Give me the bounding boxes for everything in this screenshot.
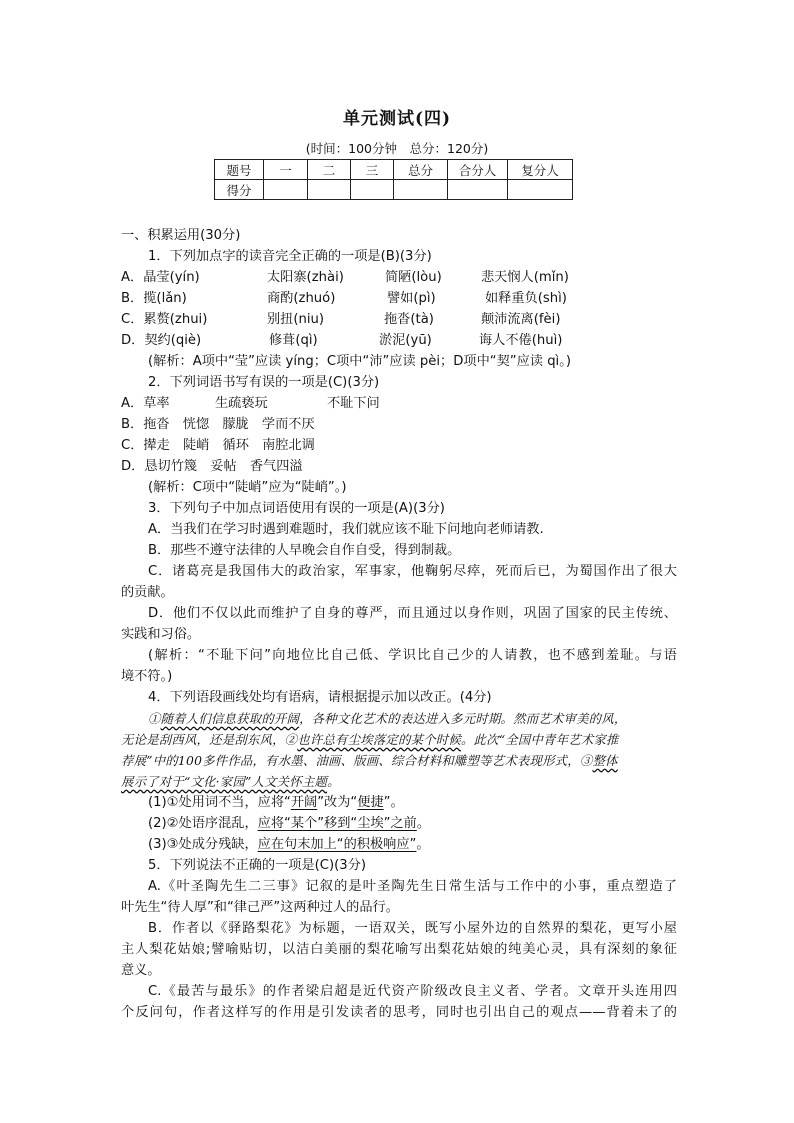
option-text-continued: 实践和习俗。	[121, 627, 201, 642]
passage-text: ，各种文化艺术的表达进入多元时期。然而艺术审美的风，	[299, 711, 627, 726]
table-cell: 题号	[215, 160, 264, 180]
option-text: 淤泥(yū)	[379, 333, 432, 348]
underlined-error-3: 整体	[592, 753, 618, 768]
answer-text: (1)①处用词不当，应将“	[148, 795, 291, 810]
passage-text: 无论是刮西风，还是刮东风，②	[121, 732, 298, 747]
table-cell: 二	[308, 160, 351, 180]
answer-line	[121, 813, 677, 834]
table-cell: 一	[264, 160, 308, 180]
score-entry-cell[interactable]	[308, 180, 351, 200]
score-entry-cell[interactable]	[508, 180, 573, 200]
answer-word: 应将“某个”移到“尘埃”之前	[257, 816, 417, 831]
option-text-continued: 个反问句，作者这样写的作用是引发读者的思考，同时也引出自己的观点——背着未了的	[121, 1005, 677, 1020]
table-cell: 得分	[215, 180, 264, 200]
analysis-text: (解析：A项中“莹”应读 yíng；C项中“沛”应读 pèi；D项中“契”应读 qì。)	[148, 354, 571, 369]
option-text-continued: 主人梨花姑娘;譬喻贴切，以洁白美丽的梨花喻写出梨花姑娘的纯美心灵，具有深刻的象征	[121, 942, 677, 957]
question-stem: 4．下列语段画线处均有语病，请根据提示加以改正。(4分)	[148, 690, 492, 705]
option-text: 简陋(lòu)	[385, 270, 442, 285]
question-stem: 5．下列说法不正确的一项是(C)(3分)	[148, 858, 367, 873]
option-text: 别扭(niu)	[267, 312, 325, 327]
answer-word: 便捷	[357, 795, 384, 810]
option-row: B．拖沓 恍惚 朦胧 学而不厌	[121, 417, 315, 432]
option-text: 诲人不倦(huì)	[479, 333, 563, 348]
score-entry-cell[interactable]	[264, 180, 308, 200]
passage-line	[121, 750, 677, 771]
answer-text: (2)②处语序混乱，	[148, 816, 258, 831]
score-table	[214, 159, 573, 200]
option-text-continued: 意义。	[121, 963, 161, 978]
option-text: 拖沓(tà)	[384, 312, 434, 327]
option-text: 不耻下问	[327, 396, 380, 411]
option-text: B．作者以《驿路梨花》为标题，一语双关，既写小屋外边的自然界的梨花，更写小屋	[148, 921, 677, 936]
option-row	[121, 309, 677, 330]
passage-line	[121, 708, 677, 729]
analysis-text: (解析：C项中“陡峭”应为“陡峭”。)	[148, 480, 347, 495]
underlined-error-1: 随着人们信息获取的开阔	[160, 711, 300, 726]
answer-line	[121, 834, 677, 855]
exam-content	[121, 225, 677, 1023]
option-text: C．诸葛亮是我国伟大的政治家，军事家，他鞠躬尽瘁，死而后已，为蜀国作出了很大	[148, 564, 677, 579]
time-score-info: (时间：100分钟 总分：120分)	[305, 141, 489, 156]
passage-line	[121, 771, 677, 792]
question-stem: 3．下列句子中加点词语使用有误的一项是(A)(3分)	[148, 501, 445, 516]
passage-text: 荐展”中的100多件作品，有水墨、油画、版画、综合材料和雕塑等艺术表现形式，③	[121, 753, 593, 768]
option-text: 颠沛流离(fèi)	[481, 312, 561, 327]
underlined-error-3-continued: 展示了对于“文化·家园”人文关怀主题	[121, 774, 328, 789]
option-text: 生疏亵玩	[215, 396, 268, 411]
passage-line	[121, 729, 677, 750]
option-text: A．当我们在学习时遇到难题时，我们就应该不耻下问地向老师请教.	[148, 522, 544, 537]
option-row	[121, 393, 677, 414]
underlined-error-2: 也许总有尘埃落定的某个时候	[297, 732, 461, 747]
option-text: C．累赘(zhui)	[121, 312, 208, 327]
score-entry-cell[interactable]	[394, 180, 448, 200]
option-text: A.《叶圣陶先生二三事》记叙的是叶圣陶先生日常生活与工作中的小事，重点塑造了	[148, 879, 677, 894]
analysis-text-continued: 境不符。)	[121, 669, 173, 684]
question-stem: 2．下列词语书写有误的一项是(C)(3分)	[148, 375, 380, 390]
option-row	[121, 267, 677, 288]
option-text: A．草率	[121, 396, 170, 411]
option-row: C．撵走 陡峭 循环 南腔北调	[121, 438, 315, 453]
table-cell: 三	[351, 160, 394, 180]
table-cell: 总分	[394, 160, 448, 180]
score-table-header-row	[215, 160, 573, 180]
section-heading: 一、积累运用(30分)	[121, 228, 241, 243]
answer-text: ”。	[383, 795, 404, 810]
answer-text: 。	[416, 837, 430, 852]
score-entry-cell[interactable]	[351, 180, 394, 200]
option-text: 悲天悯人(mǐn)	[481, 270, 569, 285]
option-text: A．晶莹(yín)	[121, 270, 200, 285]
analysis-text: (解析：“不耻下问”向地位比自己低、学识比自己少的人请教，也不感到羞耻。与语	[148, 648, 677, 663]
score-table-score-row	[215, 180, 573, 200]
answer-text: 。	[416, 816, 431, 831]
option-text: 譬如(pì)	[387, 291, 436, 306]
option-row: D．恳切竹篾 妥帖 香气四溢	[121, 459, 303, 474]
option-text: 商酌(zhuó)	[267, 291, 336, 306]
option-text: D．契约(qiè)	[121, 333, 202, 348]
option-text: 太阳寨(zhài)	[267, 270, 344, 285]
option-text: B．那些不遵守法律的人早晚会自作自受，得到制裁。	[148, 543, 461, 558]
answer-text: (3)③处成分残缺，	[148, 837, 258, 852]
answer-line	[121, 792, 677, 813]
option-text-continued: 的贡献。	[121, 585, 174, 600]
answer-word: 开阔	[290, 795, 318, 810]
table-cell: 复分人	[508, 160, 573, 180]
option-row	[121, 330, 677, 351]
score-entry-cell[interactable]	[448, 180, 508, 200]
answer-word: 应在句末加上“的积极响应”	[257, 837, 417, 852]
passage-text: 。此次“全国中青年艺术家推	[460, 732, 619, 747]
table-cell: 合分人	[448, 160, 508, 180]
answer-text: ”改为“	[317, 795, 358, 810]
option-text: C.《最苦与最乐》的作者梁启超是近代资产阶级改良主义者、学者。文章开头连用四	[148, 984, 677, 999]
option-text: 修葺(qì)	[269, 333, 318, 348]
option-text: B．揽(lǎn)	[121, 291, 187, 306]
passage-marker: ①	[148, 711, 161, 726]
option-text: D．他们不仅以此而维护了自身的尊严，而且通过以身作则，巩固了国家的民主传统、	[148, 606, 677, 621]
question-stem: 1．下列加点字的读音完全正确的一项是(B)(3分)	[148, 249, 432, 264]
passage-text: 。	[327, 774, 340, 789]
page-title: 单元测试(四)	[342, 109, 452, 129]
option-text-continued: 叶先生“待人厚”和“律己严”这两种过人的品行。	[121, 900, 399, 915]
option-text: 如释重负(shì)	[485, 291, 567, 306]
option-row	[121, 288, 677, 309]
